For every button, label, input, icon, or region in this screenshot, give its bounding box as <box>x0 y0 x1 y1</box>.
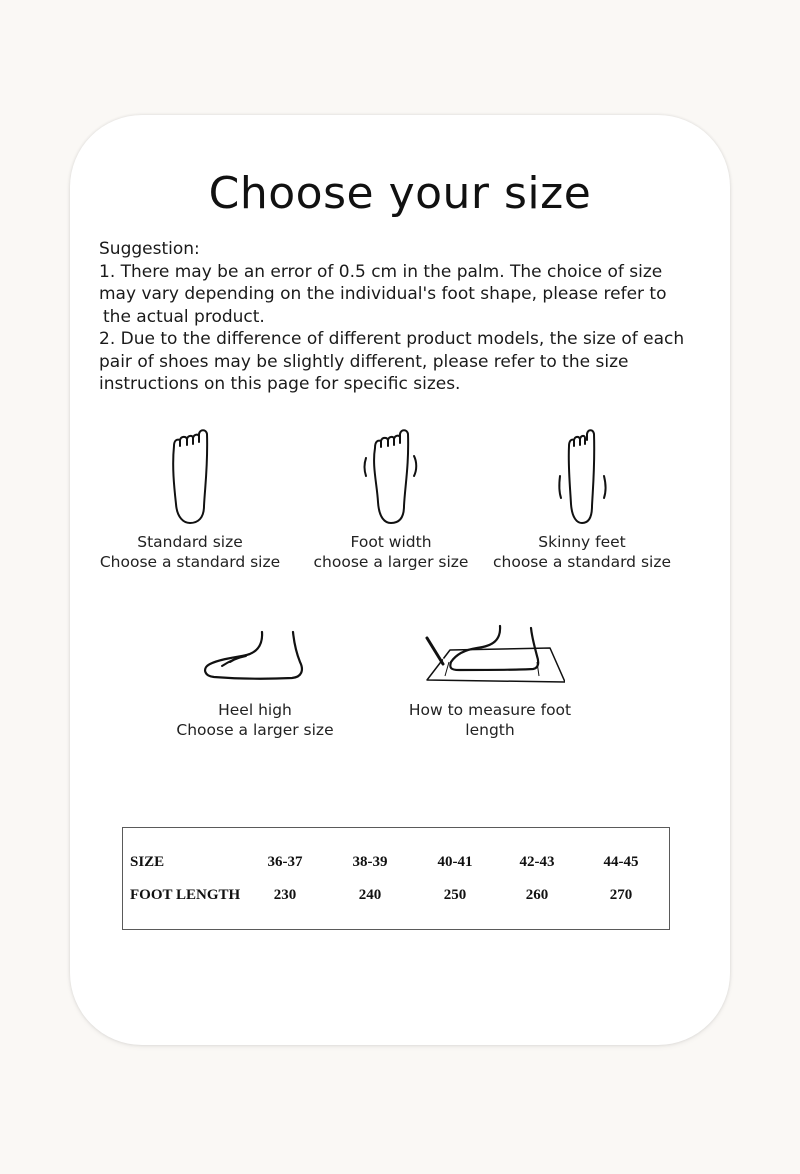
table-cell: 40-41 <box>437 854 473 870</box>
table-row-size <box>123 854 669 874</box>
foot-type-label: How to measure foot <box>408 701 572 719</box>
table-cell: 270 <box>609 887 633 903</box>
foot-type-heel-high <box>160 628 350 740</box>
measure-foot-icon <box>415 624 565 688</box>
table-cell: 250 <box>443 887 467 903</box>
table-cell: 42-43 <box>519 854 555 870</box>
standard-foot-icon <box>160 426 220 526</box>
foot-type-standard <box>95 426 285 572</box>
suggestion-line: 2. Due to the difference of different product models, the size of each <box>99 329 685 349</box>
table-row-foot-length <box>123 887 669 907</box>
suggestion-line: may vary depending on the individual's foot shape, please refer to <box>99 284 667 304</box>
table-cell: 260 <box>525 887 549 903</box>
table-cell: 240 <box>358 887 382 903</box>
table-cell: 36-37 <box>267 854 303 870</box>
suggestion-line: 1. There may be an error of 0.5 cm in the palm. The choice of size <box>99 261 663 282</box>
suggestion-line: instructions on this page for specific sizes. <box>99 374 461 394</box>
wide-foot-icon <box>356 426 426 526</box>
suggestion-line: the actual product. <box>103 306 265 327</box>
row-header: FOOT LENGTH <box>130 887 241 903</box>
table-cell: 38-39 <box>352 854 388 870</box>
foot-type-advice: Choose a larger size <box>176 721 334 739</box>
suggestion-text <box>99 238 719 396</box>
size-chart-table <box>122 827 670 930</box>
foot-type-advice: choose a larger size <box>313 553 469 571</box>
table-cell: 230 <box>273 887 297 903</box>
page-title: Choose your size <box>208 168 592 219</box>
foot-type-advice: length <box>465 721 515 739</box>
row-header: SIZE <box>130 854 165 870</box>
foot-type-label: Skinny feet <box>538 533 626 551</box>
foot-type-label: Standard size <box>137 533 243 551</box>
high-arch-foot-icon <box>200 628 310 688</box>
foot-type-advice: choose a standard size <box>492 553 671 571</box>
foot-type-advice: Choose a standard size <box>99 553 281 571</box>
foot-type-wide <box>296 426 486 572</box>
skinny-foot-icon <box>552 426 612 526</box>
table-cell: 44-45 <box>603 854 639 870</box>
foot-type-label: Foot width <box>350 533 432 551</box>
foot-type-skinny <box>487 426 677 572</box>
suggestion-line: pair of shoes may be slightly different, please refer to the size <box>99 351 629 372</box>
foot-type-label: Heel high <box>218 701 292 719</box>
suggestion-heading: Suggestion: <box>99 239 200 259</box>
foot-type-measure <box>395 624 585 740</box>
